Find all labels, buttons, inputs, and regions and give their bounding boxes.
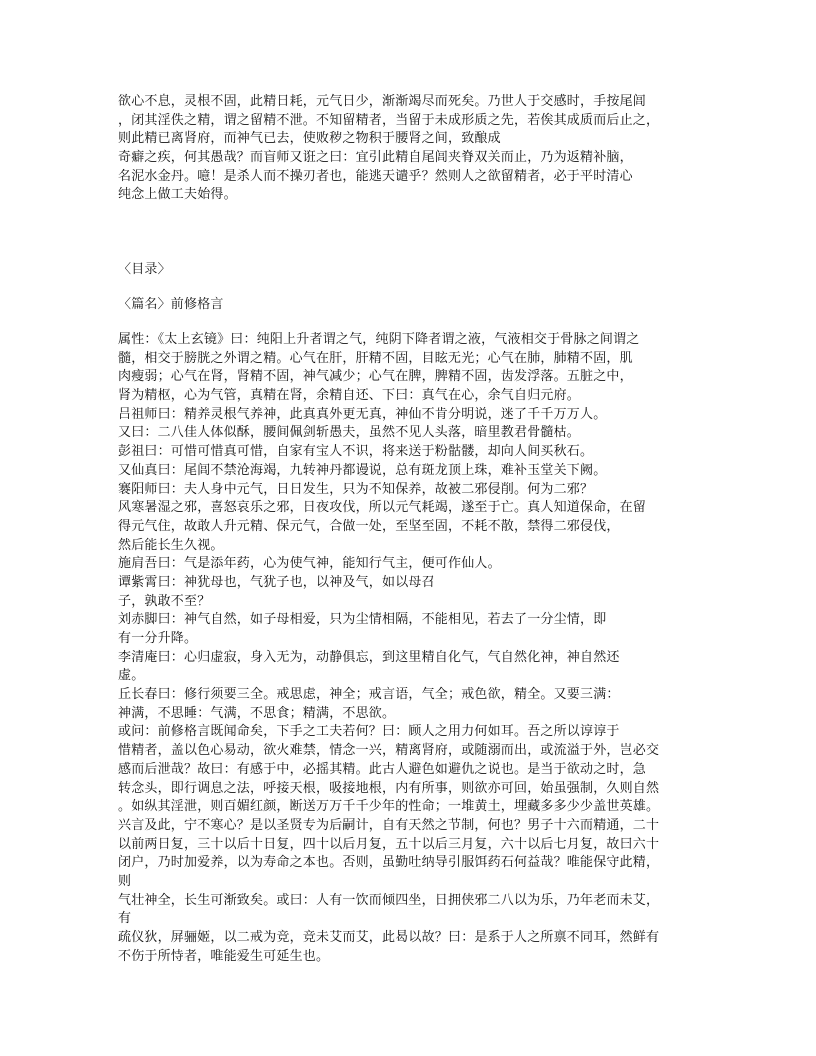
text-line: 肾为精枢，心为气管，真精在肾，余精自还、下曰：真气在心，余气自归元府。 (118, 388, 581, 404)
text-line: 则此精已离肾府，而神气已去，使败秽之物积于腰肾之间，致酿成 (118, 131, 501, 147)
text-line: 有一分升降。 (118, 631, 198, 646)
chapter-body (118, 331, 659, 966)
text-line: 褰阳师曰：夫人身中元气，日日发生，只为不知保养，故被二邪侵削。何为二邪？ (118, 481, 594, 497)
text-line: 肉瘦弱；心气在肾，肾精不固，神气减少；心气在脾，脾精不固，齿发浮落。五脏之中， (118, 369, 633, 385)
text-line: 疏仪狄，屏骊姬，以二戒为竞，竞未艾而艾，此曷以故？曰：是系于人之所禀不同耳，然鲜有 (118, 930, 660, 945)
text-line: 彭祖曰：可惜可惜真可惜，自家有宝人不识，将来送于粉骷髅，却向人间买秋石。 (118, 444, 594, 460)
text-line: ，闭其淫佚之精，谓之留精不泄。不知留精者，当留于未成形质之先，若俟其成质而后止之， (118, 112, 660, 128)
text-line: 奇癖之疾，何其愚哉？而盲师又诳之曰：宜引此精自尾闾夹脊双关而止，乃为返精补脑， (118, 150, 633, 166)
text-line: 丘长春曰：修行须要三全。戒思虑，神全；戒言语，气全；戒色欲，精全。又要三满： (118, 687, 620, 703)
text-line: 髓，相交于膀胱之外谓之精。心气在肝，肝精不固，目眩无光；心气在肺，肺精不固，肌 (118, 350, 633, 366)
text-line: 虚。 (118, 668, 145, 684)
text-line: 有 (118, 911, 132, 927)
text-line: 名泥水金丹。噫！是杀人而不操刃者也，能逃天谴乎？然则人之欲留精者，必于平时清心 (118, 168, 633, 184)
text-line: 又仙真曰：尾闾不禁沧海竭，九转神丹都谩说，总有斑龙顶上珠，难补玉堂关下阙。 (118, 462, 607, 478)
text-line: 施肩吾曰：气是添年药，心为使气神，能知行气主，便可作仙人。 (118, 556, 501, 572)
table-of-contents-label: 〈目录〉 (118, 262, 171, 277)
text-line: 不伤于所恃者，唯能爱生可延生也。 (118, 948, 330, 964)
text-line: 刘赤脚曰：神气自然，如子母相爱，只为尘情相隔，不能相见，若去了一分尘情，即 (118, 612, 607, 628)
text-line: 兴言及此，宁不寒心？是以圣贤专为后嗣计，自有天然之节制，何也？男子十六而精通，二十 (118, 817, 660, 833)
text-line: 或问：前修格言既闻命矣，下手之工夫若何？曰：顾人之用力何如耳。吾之所以谆谆于 (118, 724, 620, 740)
text-line: 闭户，乃时加爱养，以为寿命之本也。否则，虽勤吐纳导引服饵药石何益哉？唯能保守此精， (118, 855, 660, 871)
text-line: 谭紫霄曰：神犹母也，气犹子也，以神及气，如以母召 (118, 574, 435, 590)
text-line: 属性：《太上玄镜》曰：纯阳上升者谓之气，纯阴下降者谓之液，气液相交于骨脉之间谓之 (118, 332, 640, 347)
text-line: 纯念上做工夫始得。 (118, 187, 237, 203)
text-line: 转念头，即行调息之法，呼接天根，吸接地根，内有所事，则欲亦可回，始虽强制，久则自然 (118, 780, 660, 796)
text-line: 。如纵其淫泄，则百媚红颜，断送万万千千少年的性命；一堆黄土，埋藏多多少少盖世英雄。 (118, 799, 660, 815)
chapter-title: 〈篇名〉前修格言 (118, 297, 224, 312)
text-line: 以前两日复，三十以后十日复，四十以后月复，五十以后三月复，六十以后七月复，故曰六十 (118, 836, 660, 852)
intro-paragraph (118, 93, 659, 205)
text-line: 然后能长生久视。 (118, 537, 224, 553)
text-line: 感而后泄哉？故曰：有感于中，必摇其精。此古人避色如避仇之说也。是当于欲动之时，急 (118, 761, 647, 777)
text-line: 神满，不思睡：气满，不思食；精满，不思欲。 (118, 705, 396, 721)
text-line: 风寒暑湿之邪，喜怒哀乐之邪，日夜攻伐，所以元气耗竭，遂至于亡。真人知道保命，在留 (118, 500, 647, 516)
text-line: 气壮神全，长生可渐致矣。或曰：人有一饮而倾四坐，日拥侠邪二八以为乐，乃年老而未艾， (118, 892, 660, 908)
text-line: 又曰：二八佳人体似酥，腰间佩剑斩愚夫，虽然不见人头落，暗里教君骨髓枯。 (118, 425, 581, 441)
text-line: 子，孰敢不至？ (118, 593, 211, 609)
text-line: 欲心不息，灵根不固，此精日耗，元气日少，渐渐竭尽而死矣。乃世人于交感时，手按尾闾 (118, 94, 647, 109)
text-line: 惜精者，盖以色心易动，欲火难禁，情念一兴，精离肾府，或随溺而出，或流溢于外，岂必交 (118, 743, 660, 759)
text-line: 吕祖师曰：精养灵根气养神，此真真外更无真，神仙不肯分明说，迷了千千万万人。 (118, 406, 607, 422)
text-line: 则 (118, 873, 132, 889)
text-line: 李清庵曰：心归虚寂，身入无为，动静俱忘，到这里精自化气，气自然化神，神自然还 (118, 649, 620, 665)
text-line: 得元气住，故敢人升元精、保元气，合做一处，至坚至固，不耗不散，禁得二邪侵伐， (118, 518, 620, 534)
